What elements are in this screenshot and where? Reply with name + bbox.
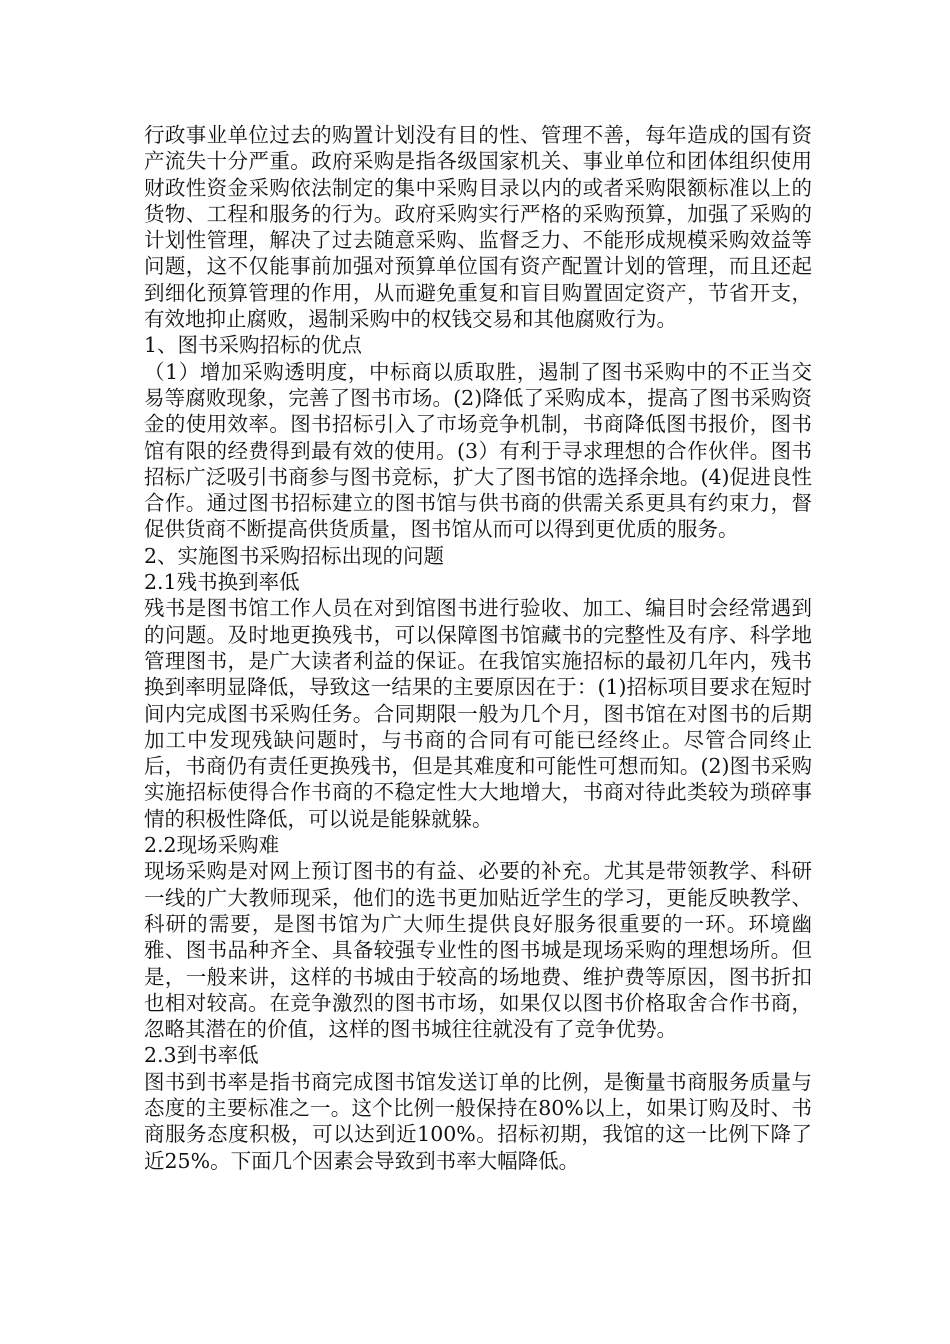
paragraph-advantages: （1）增加采购透明度，中标商以质取胜，遏制了图书采购中的不正当交易等腐败现象，完善了图书市场。(2)降低了采购成本，提高了图书采购资金的使用效率。图书招标引入了市场竞争机制，书商降低图书报价，图书馆有限的经费得到最有效的使用。(3）有利于寻求理想的合作伙伴。图书招标广泛吸引书商参与图书竞标，扩大了图书馆的选择余地。(4)促进良性合作。通过图书招标建立的图书馆与供书商的供需关系更具有约束力，督促供货商不断提高供货质量，图书馆从而可以得到更优质的服务。 [144,359,812,542]
paragraph-intro: 行政事业单位过去的购置计划没有目的性、管理不善，每年造成的国有资产流失十分严重。政府采购是指各级国家机关、事业单位和团体组织使用财政性资金采购依法制定的集中采购目录以内的或者采购限额标准以上的货物、工程和服务的行为。政府采购实行严格的采购预算，加强了采购的计划性管理，解决了过去随意采购、监督乏力、不能形成规模采购效益等问题，这不仅能事前加强对预算单位国有资产配置计划的管理，而且还起到细化预算管理的作用，从而避免重复和盲目购置固定资产，节省开支，有效地抑止腐败，遏制采购中的权钱交易和其他腐败行为。 [144,123,812,332]
subsection-heading-2-2: 2.2现场采购难 [144,833,280,858]
document-body [144,122,812,1174]
paragraph-damaged-books: 残书是图书馆工作人员在对到馆图书进行验收、加工、编目时会经常遇到的问题。及时地更换残书，可以保障图书馆藏书的完整性及有序、科学地管理图书，是广大读者利益的保证。在我馆实施招标的最初几年内，残书换到率明显降低，导致这一结果的主要原因在于：(1)招标项目要求在短时间内完成图书采购任务。合同期限一般为几个月，图书馆在对图书的后期加工中发现残缺问题时，与书商的合同有可能已经终止。尽管合同终止后，书商仍有责任更换残书，但是其难度和可能性可想而知。(2)图书采购实施招标使得合作书商的不稳定性大大地增大，书商对待此类较为琐碎事情的积极性降低，可以说是能躲就躲。 [144,596,812,831]
section-heading-2: 2、实施图书采购招标出现的问题 [144,543,445,568]
paragraph-onsite-purchase: 现场采购是对网上预订图书的有益、必要的补充。尤其是带领教学、科研一线的广大教师现采，他们的选书更加贴近学生的学习，更能反映教学、科研的需要，是图书馆为广大师生提供良好服务很重要的一环。环境幽雅、图书品种齐全、具备较强专业性的图书城是现场采购的理想场所。但是，一般来讲，这样的书城由于较高的场地费、维护费等原因，图书折扣也相对较高。在竞争激烈的图书市场，如果仅以图书价格取舍合作书商，忽略其潜在的价值，这样的图书城往往就没有了竞争优势。 [144,859,812,1042]
subsection-heading-2-1: 2.1残书换到率低 [144,570,300,595]
paragraph-arrival-rate: 图书到书率是指书商完成图书馆发送订单的比例，是衡量书商服务质量与态度的主要标准之一。这个比例一般保持在80%以上，如果订购及时、书商服务态度积极，可以达到近100%。招标初期，我馆的这一比例下降了近25%。下面几个因素会导致到书率大幅降低。 [144,1069,812,1173]
section-heading-1: 1、图书采购招标的优点 [144,333,363,358]
subsection-heading-2-3: 2.3到书率低 [144,1043,259,1068]
